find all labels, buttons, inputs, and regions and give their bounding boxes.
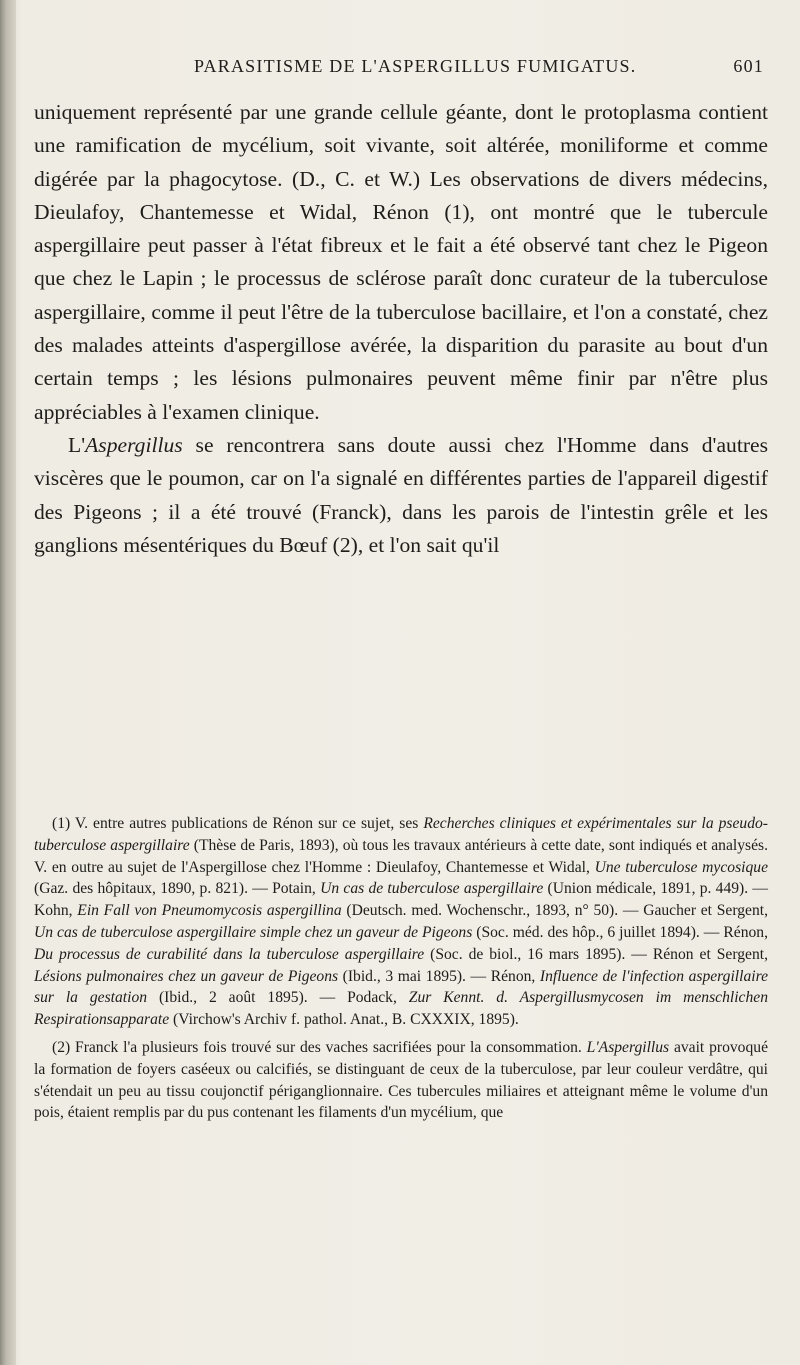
footnote-segment: Recherches cliniques et expérimentales sur la pseudo-tuberculose aspergillaire [34,815,768,854]
footnote-segment: (Gaz. des hôpitaux, 1890, p. 821). — Potain, [34,880,321,898]
footnote-segment: Lésions pulmonaires chez un gaveur de Pigeons [34,967,339,985]
footnote-segment: (Ibid., 2 août 1895). — Podack, [147,989,409,1007]
footnote-segment: (Soc. méd. des hôp., 6 juillet 1894). — Rénon, [472,923,768,941]
paragraph-1: uniquement représenté par une grande cellule géante, dont le protoplasma contient une ramification de mycélium, soit vivante, soit altérée, moniliforme et comme digérée par la phagocytose. (D., C. et W.) Les observations de divers médecins, Dieulafoy, Chantemesse et Widal, Rénon (1), ont montré que le tubercule aspergillaire peut passer à l'état fibreux et le fait a été observé tant chez le Pigeon que chez le Lapin ; le processus de sclérose paraît donc curateur de la tuberculose aspergillaire, comme il peut l'être de la tuberculose bacillaire, et l'on a constaté, chez des malades atteints d'aspergillose avérée, la disparition du parasite au bout d'un certain temps ; les lésions pulmonaires peuvent même finir par n'être plus appréciables à l'examen clinique. [34,100,768,424]
footnote-segment: Du processus de curabilité dans la tuberculose aspergillaire [34,945,425,963]
footnote-segment: (1) V. entre autres publications de Rénon sur ce sujet, ses [52,815,424,832]
footnote-segment: avait provoqué la formation de foyers caséeux ou calcifiés, se distinguant de ceux de la tuberculose, par leur couleur verdâtre, qui s'étendait un peu au tissu coujonctif périganglionnaire. Ces tubercules miliaires et atteignant même le volume d'un pois, étaient remplis par du pus contenant les filaments d'un mycélium, que [34,1038,768,1122]
footnote-segment: Ein Fall von Pneumomycosis aspergillina [77,902,342,920]
footnotes [34,813,768,1124]
page-number: 601 [733,56,764,76]
footnote-segment: Un cas de tuberculose aspergillaire [320,880,544,898]
footnote-segment: (Thèse de Paris, 1893), où tous les travaux antérieurs à cette date, sont indiqués et analysés. V. en outre au sujet de l'Aspergillose chez l'Homme : Dieulafoy, Chantemesse et Widal, [34,836,768,876]
paragraph-2-genus: Aspergillus [85,432,183,457]
footnote-segment: Influence de l'infection aspergillaire sur la gestation [34,967,768,1007]
footnote-segment: Un cas de tuberculose aspergillaire simple chez un gaveur de Pigeons [34,923,473,941]
page-binding-edge [0,0,16,1365]
footnote-segment: (Virchow's Archiv f. pathol. Anat., B. CXXXIX, 1895). [169,1011,519,1029]
main-text [34,96,768,562]
footnote-segment: Zur Kennt. d. Aspergillusmycosen im menschlichen Respirationsapparate [34,989,768,1029]
footnote-segment: (Deutsch. med. Wochenschr., 1893, n° 50). — Gaucher et Sergent, [341,902,768,920]
paragraph-2-article: L' [68,432,86,457]
paragraph-2 [34,429,768,562]
footnote-1 [34,813,768,1031]
paragraph-2-text: se rencontrera sans doute aussi chez l'Homme dans d'autres viscères que le poumon, car on l'a signalé en différentes parties de l'appareil digestif des Pigeons ; il a été trouvé (Franck), dans les parois de l'intestin grêle et les ganglions mésentériques du Bœuf (2), et l'on sait qu'il [34,432,768,557]
footnote-segment: (2) Franck l'a plusieurs fois trouvé sur des vaches sacrifiées pour la consommation. [52,1038,587,1056]
footnote-segment: (Ibid., 3 mai 1895). — Rénon, [338,967,540,985]
footnote-segment: Une tuberculose mycosique [594,858,768,876]
running-title: PARASITISME DE L'ASPERGILLUS FUMIGATUS. [194,56,637,76]
footnote-2 [34,1037,768,1124]
footnote-segment: (Soc. de biol., 16 mars 1895). — Rénon et Sergent, [424,945,768,963]
footnote-segment: L'Aspergillus [586,1038,670,1056]
footnote-segment: (Union médicale, 1891, p. 449). — Kohn, [34,880,768,920]
